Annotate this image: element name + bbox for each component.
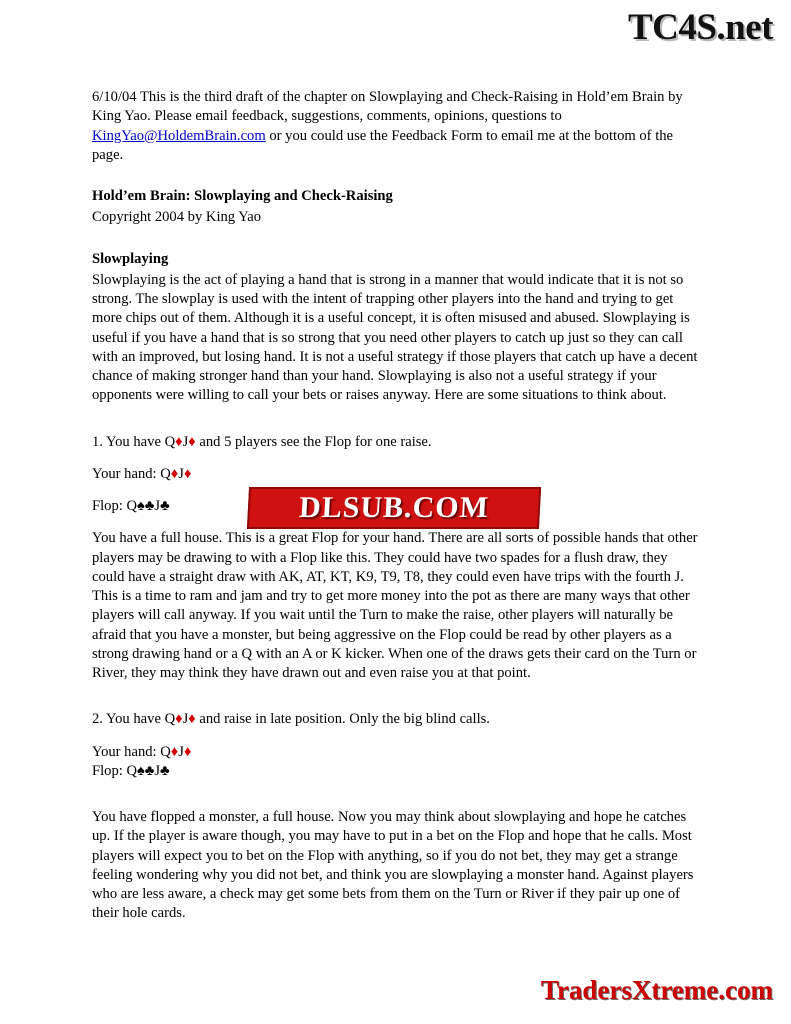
- example2-intro-prefix: 2. You have Q: [92, 711, 176, 728]
- watermark-center-text: DLSUB.COM: [298, 491, 490, 524]
- diamond-icon: ♦: [183, 465, 192, 482]
- example2-flop: [92, 762, 702, 781]
- example1-body: You have a full house. This is a great Flop for your hand. There are all sorts of possible hands that other players may be drawing to with a Flop like this. They could have two spades for a flush draw, they could have a straight draw with AK, AT, KT, K9, T9, T8, they could even have trips with the fourth J. This is a time to ram and jam and try to get more money into the pot as there are many ways that other players will call anyway. If you wait until the Turn to make the raise, other players will naturally be afraid that you have a monster, but being aggressive on the Flop could be read by other players as a strong drawing hand or a Q with an A or K kicker. When one of the draws gets their card on the Turn or River, they may think they have drawn out and even raise you at that point.: [92, 530, 698, 681]
- spade-icon: ♠: [137, 498, 145, 514]
- spade-icon: ♠: [137, 762, 145, 779]
- example1-your-hand: [92, 465, 702, 484]
- diamond-icon: ♦: [170, 743, 179, 760]
- club-icon: ♣: [160, 762, 170, 779]
- example1-intro-prefix: 1. You have Q: [92, 433, 176, 450]
- copyright-line: Copyright 2004 by King Yao: [92, 209, 262, 226]
- club-icon: ♣: [144, 498, 155, 514]
- club-icon: ♣: [144, 762, 155, 779]
- example2-intro: [92, 710, 702, 729]
- example2-intro-mid: J: [182, 711, 189, 728]
- example2-hand-mid: J: [178, 743, 184, 760]
- watermark-top-right: TC4S.net: [627, 7, 773, 48]
- example1-flop-mid: J: [154, 498, 161, 514]
- example2-body: You have flopped a monster, a full house. Now you may think about slowplaying and hope he catches up. If the player is aware though, you may have to put in a bet on the Flop and hope that he calls. Most players will expect you to bet on the Flop with anything, so if you do not bet, they may get a strange feeling wondering why you did not bet, and think you are slowplaying a monster hand. Against players who are less aware, a check may get some bets from them on the Turn or River if they pair up one of their hole cards.: [92, 809, 694, 922]
- email-link[interactable]: KingYao@HoldemBrain.com: [92, 127, 266, 144]
- example2-flop-label: Flop: Q: [92, 762, 138, 779]
- example1-hand-label: Your hand: Q: [92, 465, 171, 482]
- intro-paragraph: [92, 88, 702, 165]
- section-heading-slowplaying: Slowplaying: [92, 250, 169, 267]
- diamond-icon: ♦: [175, 711, 183, 728]
- example1-hand-mid: J: [178, 465, 184, 482]
- diamond-icon: ♦: [175, 433, 183, 450]
- example1-flop-label: Flop: Q: [92, 498, 138, 514]
- diamond-icon: ♦: [188, 433, 196, 450]
- diamond-icon: ♦: [170, 465, 179, 482]
- document-title: Hold’em Brain: Slowplaying and Check-Raising: [92, 188, 393, 204]
- watermark-bottom-right: TradersXtreme.com: [540, 975, 773, 1005]
- intro-text-before-email: 6/10/04 This is the third draft of the chapter on Slowplaying and Check-Raising in Hold’em Brain by King Yao. Please email feedback, suggestions, comments, opinions, questions to: [92, 89, 683, 125]
- example2-your-hand: [92, 743, 702, 762]
- example2-flop-mid: J: [154, 762, 161, 779]
- example2-intro-suffix: and raise in late position. Only the big blind calls.: [195, 711, 490, 728]
- paragraph-slowplaying: Slowplaying is the act of playing a hand that is strong in a manner that would indicate that it is not so strong. The slowplay is used with the intent of trapping other players into the hand and trying to get more chips out of them. Although it is a useful concept, it is often misused and abused. Slowplaying is useful if you have a hand that is so strong that you need other players to catch up just so they can call with an improved, but losing hand. It is not a useful strategy if those players that catch up have a decent chance of making stronger hand than your hand. Slowplaying is also not a useful strategy if your opponents were willing to call your bets or raises anyway. Here are some situations to think about.: [92, 271, 698, 404]
- diamond-icon: ♦: [183, 743, 192, 760]
- intro-text-after-email: or you could use the Feedback Form to email me at the bottom of the page.: [92, 127, 674, 163]
- example2-hand-label: Your hand: Q: [92, 743, 171, 760]
- example1-intro-mid: J: [182, 433, 189, 450]
- example1-intro-suffix: and 5 players see the Flop for one raise.: [195, 433, 432, 450]
- example1-intro: [92, 433, 702, 452]
- diamond-icon: ♦: [188, 711, 196, 728]
- club-icon: ♣: [160, 498, 170, 514]
- watermark-center-stamp: [247, 487, 541, 529]
